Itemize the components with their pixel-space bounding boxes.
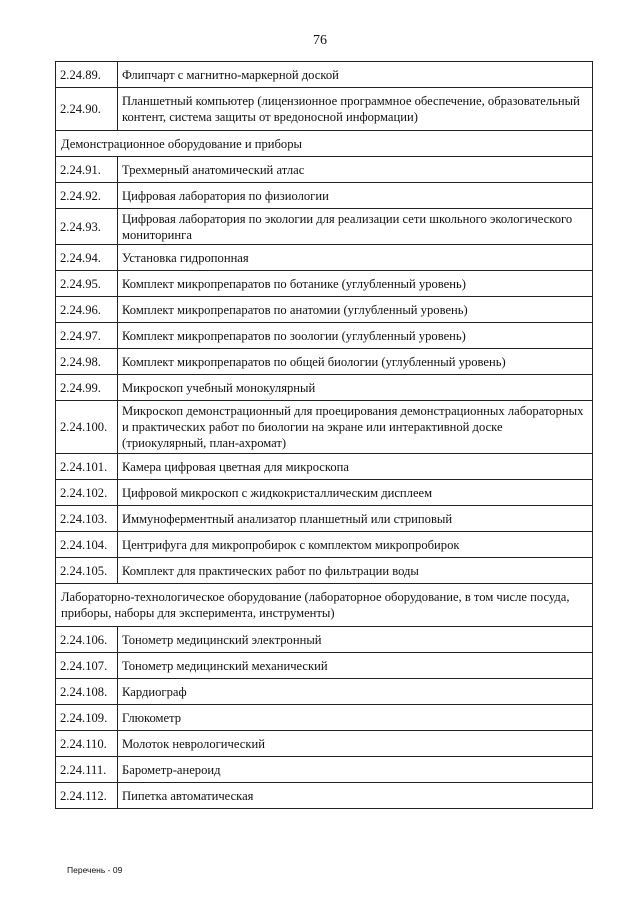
item-name: Микроскоп учебный монокулярный bbox=[118, 375, 593, 401]
item-number: 2.24.104. bbox=[56, 532, 118, 558]
table-row bbox=[56, 679, 593, 705]
item-name: Установка гидропонная bbox=[118, 245, 593, 271]
table-row bbox=[56, 731, 593, 757]
item-name: Трехмерный анатомический атлас bbox=[118, 157, 593, 183]
item-number: 2.24.89. bbox=[56, 62, 118, 88]
item-name: Барометр-анероид bbox=[118, 757, 593, 783]
table-row bbox=[56, 653, 593, 679]
table-row bbox=[56, 88, 593, 131]
item-number: 2.24.108. bbox=[56, 679, 118, 705]
item-name: Кардиограф bbox=[118, 679, 593, 705]
item-name: Комплект микропрепаратов по общей биологии (углубленный уровень) bbox=[118, 349, 593, 375]
item-name: Комплект для практических работ по фильтрации воды bbox=[118, 558, 593, 584]
item-name: Цифровой микроскоп с жидкокристаллическим дисплеем bbox=[118, 480, 593, 506]
item-number: 2.24.103. bbox=[56, 506, 118, 532]
table-row bbox=[56, 271, 593, 297]
item-name: Цифровая лаборатория по физиологии bbox=[118, 183, 593, 209]
table-row bbox=[56, 454, 593, 480]
section-header-row bbox=[56, 584, 593, 627]
table-row bbox=[56, 245, 593, 271]
item-number: 2.24.93. bbox=[56, 209, 118, 245]
table-row bbox=[56, 209, 593, 245]
item-name: Камера цифровая цветная для микроскопа bbox=[118, 454, 593, 480]
item-name: Глюкометр bbox=[118, 705, 593, 731]
item-number: 2.24.106. bbox=[56, 627, 118, 653]
item-name: Микроскоп демонстрационный для проецирования демонстрационных лабораторных и практических работ по биологии на экране или интерактивной доске (триокулярный, план-ахромат) bbox=[118, 401, 593, 454]
table-row bbox=[56, 375, 593, 401]
item-number: 2.24.94. bbox=[56, 245, 118, 271]
item-name: Молоток неврологический bbox=[118, 731, 593, 757]
table-row bbox=[56, 323, 593, 349]
page-footer: Перечень - 09 bbox=[67, 865, 123, 875]
item-name: Пипетка автоматическая bbox=[118, 783, 593, 809]
item-name: Комплект микропрепаратов по анатомии (углубленный уровень) bbox=[118, 297, 593, 323]
item-number: 2.24.97. bbox=[56, 323, 118, 349]
item-name: Комплект микропрепаратов по ботанике (углубленный уровень) bbox=[118, 271, 593, 297]
table-row bbox=[56, 532, 593, 558]
table-row bbox=[56, 757, 593, 783]
item-number: 2.24.95. bbox=[56, 271, 118, 297]
section-header-row bbox=[56, 131, 593, 157]
item-number: 2.24.101. bbox=[56, 454, 118, 480]
table-row bbox=[56, 349, 593, 375]
item-number: 2.24.99. bbox=[56, 375, 118, 401]
item-number: 2.24.107. bbox=[56, 653, 118, 679]
item-name: Флипчарт с магнитно-маркерной доской bbox=[118, 62, 593, 88]
table-row bbox=[56, 157, 593, 183]
item-name: Иммуноферментный анализатор планшетный или стриповый bbox=[118, 506, 593, 532]
table-row bbox=[56, 297, 593, 323]
section-title: Лабораторно-технологическое оборудование (лабораторное оборудование, в том числе посуда, приборы, наборы для эксперимента, инструменты) bbox=[56, 584, 593, 627]
item-name: Тонометр медицинский электронный bbox=[118, 627, 593, 653]
equipment-table bbox=[55, 61, 593, 809]
item-number: 2.24.109. bbox=[56, 705, 118, 731]
table-row bbox=[56, 183, 593, 209]
item-number: 2.24.112. bbox=[56, 783, 118, 809]
table-row bbox=[56, 558, 593, 584]
item-number: 2.24.98. bbox=[56, 349, 118, 375]
item-number: 2.24.96. bbox=[56, 297, 118, 323]
item-name: Планшетный компьютер (лицензионное программное обеспечение, образовательный контент, система защиты от вредоносной информации) bbox=[118, 88, 593, 131]
page-number: 76 bbox=[313, 33, 327, 48]
item-number: 2.24.111. bbox=[56, 757, 118, 783]
item-name: Цифровая лаборатория по экологии для реализации сети школьного экологического мониторинга bbox=[118, 209, 593, 245]
item-number: 2.24.110. bbox=[56, 731, 118, 757]
table-row bbox=[56, 705, 593, 731]
table-row bbox=[56, 480, 593, 506]
table-row bbox=[56, 506, 593, 532]
item-name: Центрифуга для микропробирок с комплектом микропробирок bbox=[118, 532, 593, 558]
section-title: Демонстрационное оборудование и приборы bbox=[56, 131, 593, 157]
item-number: 2.24.100. bbox=[56, 401, 118, 454]
item-number: 2.24.102. bbox=[56, 480, 118, 506]
item-number: 2.24.105. bbox=[56, 558, 118, 584]
item-number: 2.24.91. bbox=[56, 157, 118, 183]
item-name: Комплект микропрепаратов по зоологии (углубленный уровень) bbox=[118, 323, 593, 349]
table-row bbox=[56, 783, 593, 809]
table-row bbox=[56, 62, 593, 88]
item-number: 2.24.92. bbox=[56, 183, 118, 209]
item-name: Тонометр медицинский механический bbox=[118, 653, 593, 679]
item-number: 2.24.90. bbox=[56, 88, 118, 131]
table-row bbox=[56, 627, 593, 653]
table-row bbox=[56, 401, 593, 454]
